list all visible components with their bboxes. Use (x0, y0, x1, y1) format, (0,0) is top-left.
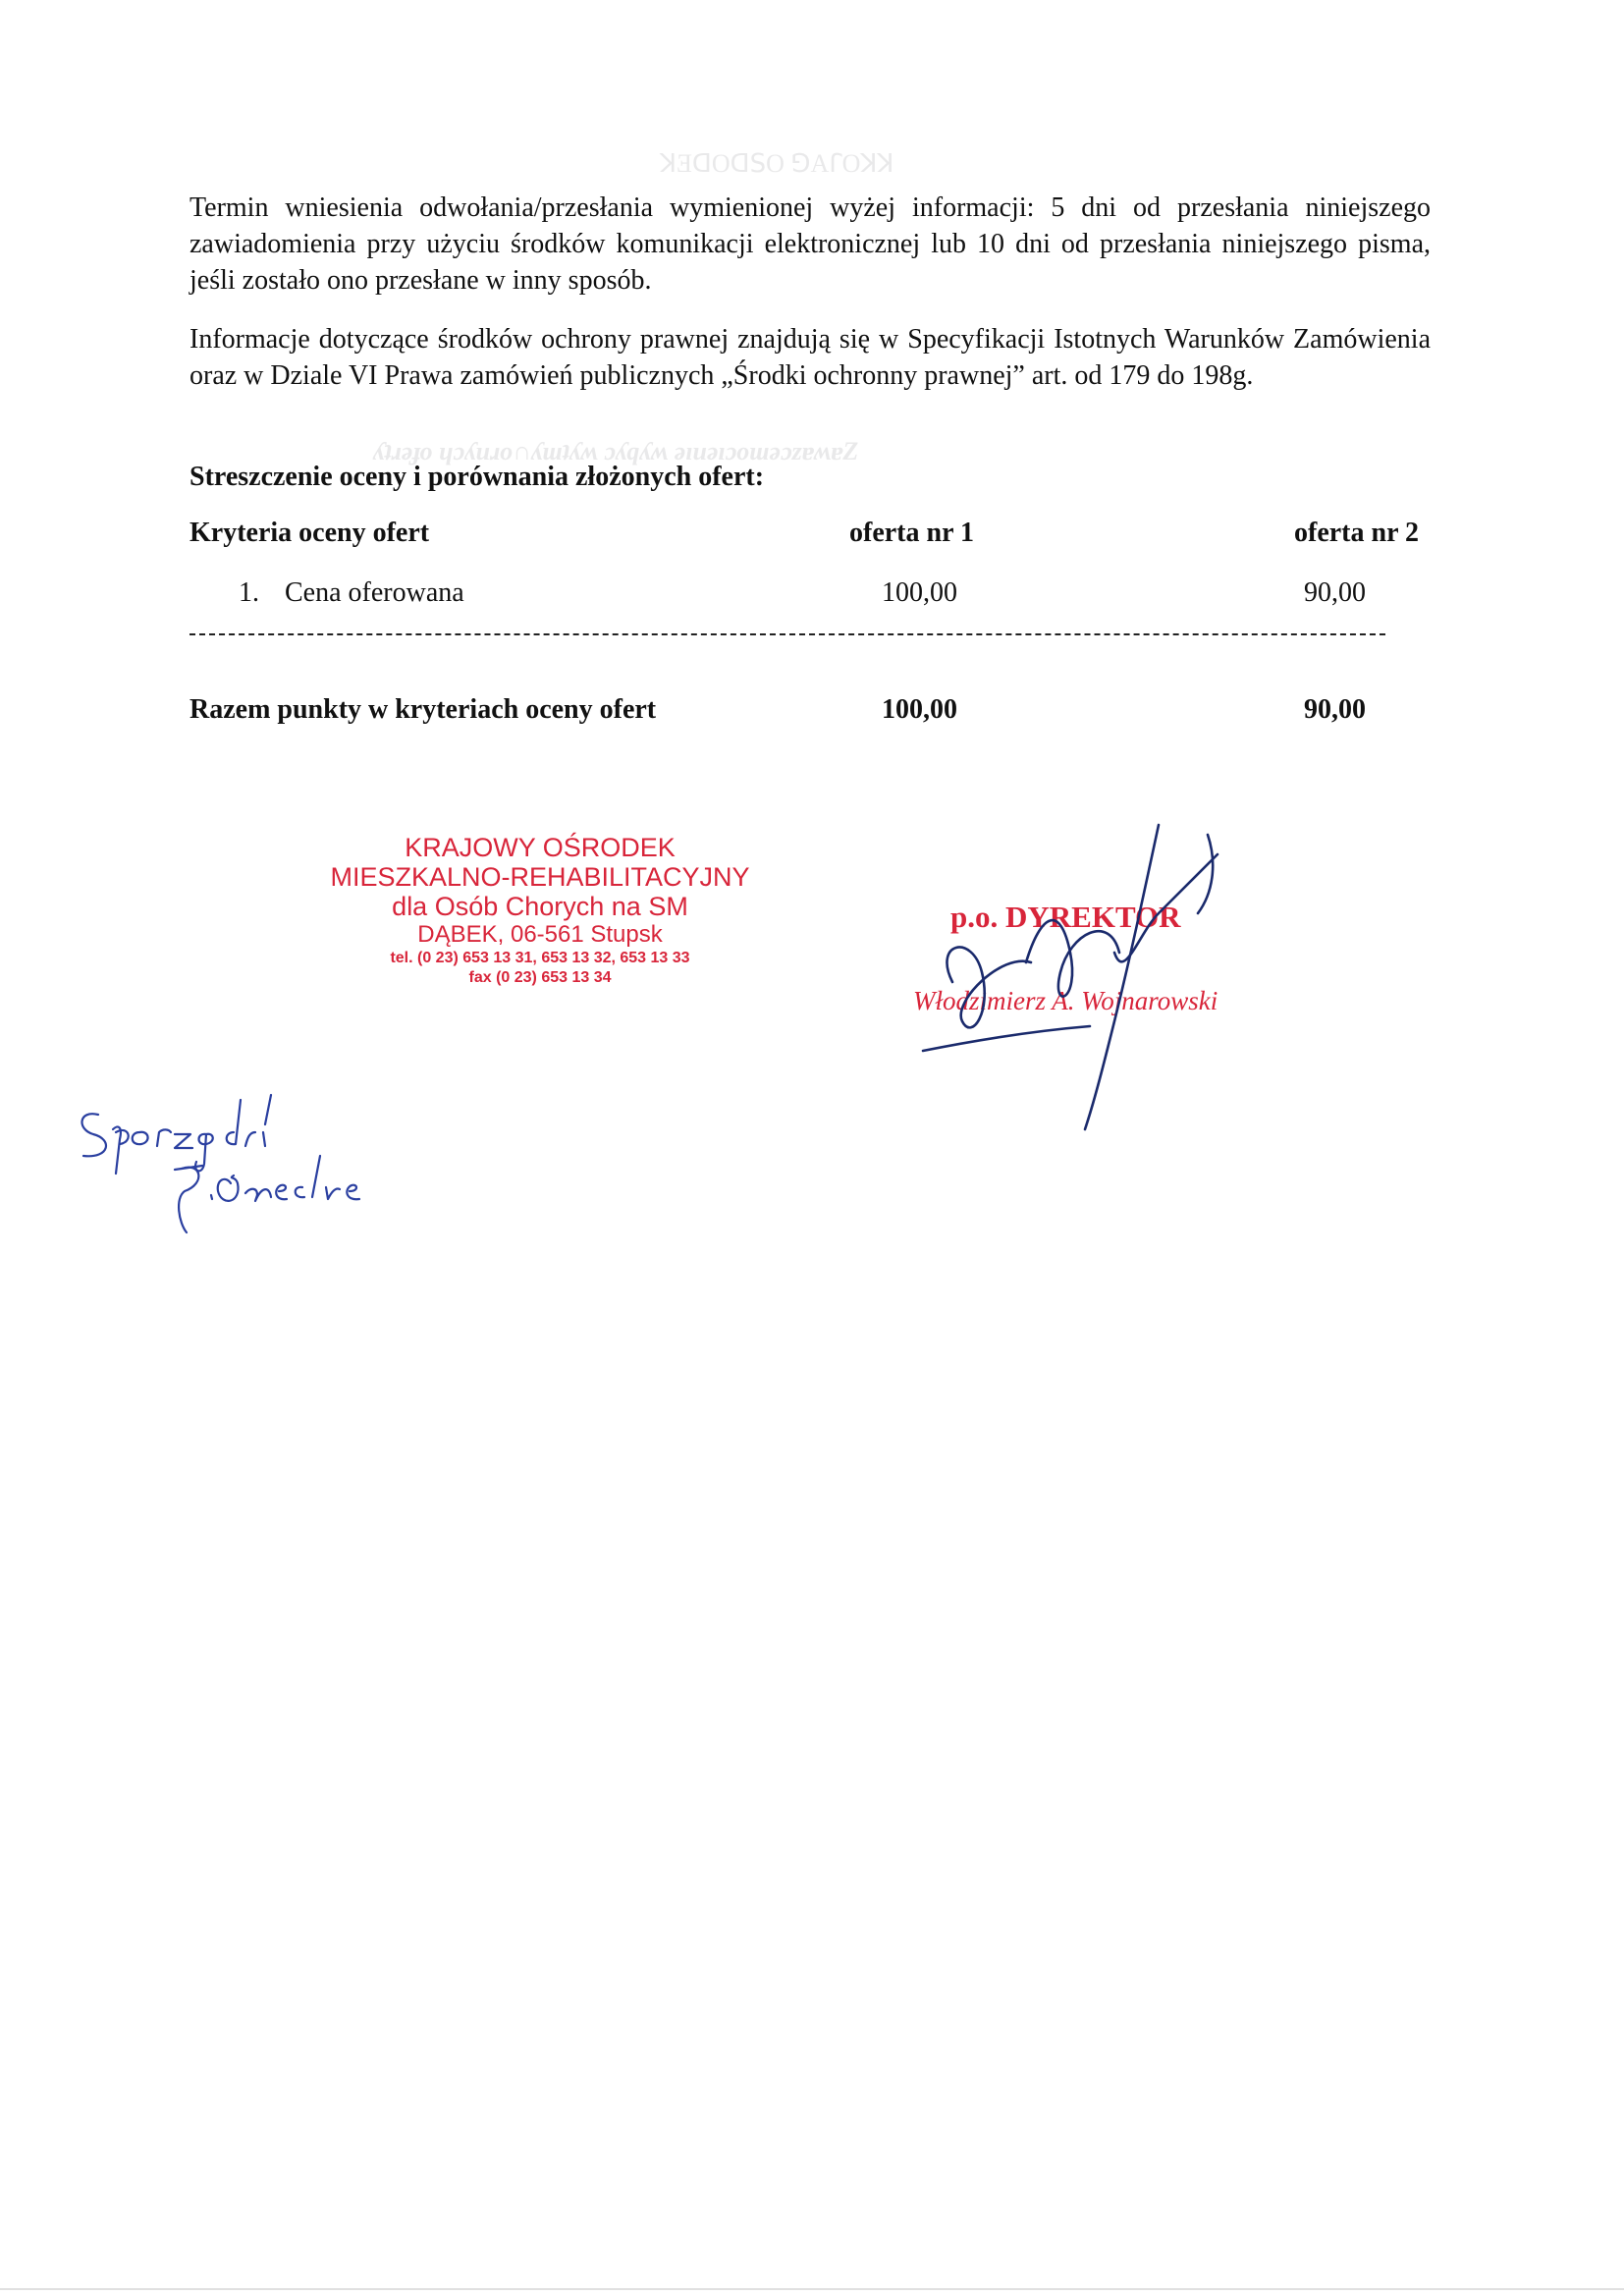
criterion-label: Cena oferowana (285, 577, 464, 608)
legal-protection-paragraph: Informacje dotyczące środków ochrony prawnej znajdują się w Specyfikacji Istotnych Warunków Zamówienia oraz w Dziale VI Prawa zamówień publicznych „Środki ochronny prawnej” art. od 179 do 198g. (189, 324, 1431, 391)
offer-2-column-header: oferta nr 2 (1294, 518, 1419, 548)
offer-1-total: 100,00 (882, 694, 957, 725)
handwritten-note (69, 1085, 393, 1242)
stamp-line: KRAJOWY OŚRODEK (405, 833, 676, 862)
dashed-divider (189, 633, 1385, 635)
stamp-line: MIESZKALNO-REHABILITACYJNY (330, 862, 750, 892)
stamp-line: dla Osób Chorych na SM (392, 892, 688, 921)
stamp-line: DĄBEK, 06-561 Stupsk (417, 921, 663, 948)
director-title: p.o. DYREKTOR (950, 900, 1181, 934)
bleed-through-text: ʎʇɹǝɟo ɥɔʎuɹo∩ʎɯʇʎʍ ɔʎqʎʍ ǝıuǝıɔoɯǝɔzɐʍɐZ (373, 437, 859, 465)
scan-edge-line (0, 2288, 1624, 2290)
total-label: Razem punkty w kryteriach oceny ofert (189, 694, 657, 725)
stamp-line: fax (0 23) 653 13 34 (468, 969, 612, 986)
total-row (189, 694, 1431, 734)
criterion-number: 1. (239, 577, 259, 608)
table-row (189, 577, 1431, 617)
appeal-deadline-paragraph: Termin wniesienia odwołania/przesłania wymienionej wyżej informacji: 5 dni od przesłania niniejszego zawiadomienia przy użyciu środków komunikacji elektronicznej lub 10 dni od przesłania niniejszego pisma, jeśli zostało ono przesłane w inny sposób. (189, 192, 1431, 296)
stamp-line: tel. (0 23) 653 13 31, 653 13 32, 653 13 33 (390, 950, 690, 966)
offer-1-column-header: oferta nr 1 (849, 518, 974, 548)
offer-2-total: 90,00 (1304, 694, 1366, 725)
director-name: Włodzimierz A. Wojnarowski (913, 986, 1218, 1015)
institution-stamp (314, 833, 766, 988)
handwritten-signature (913, 815, 1267, 1149)
offer-2-score: 90,00 (1304, 577, 1366, 608)
criteria-column-header: Kryteria oceny ofert (189, 518, 430, 548)
summary-heading: Streszczenie oceny i porównania złożonych ofert: (189, 462, 765, 492)
offer-1-score: 100,00 (882, 577, 957, 608)
bleed-through-text: ꓘƎꓷOꓷꓢO ꓨAꓩOꓘꓘ (660, 149, 894, 178)
criteria-table-header (189, 518, 1431, 557)
